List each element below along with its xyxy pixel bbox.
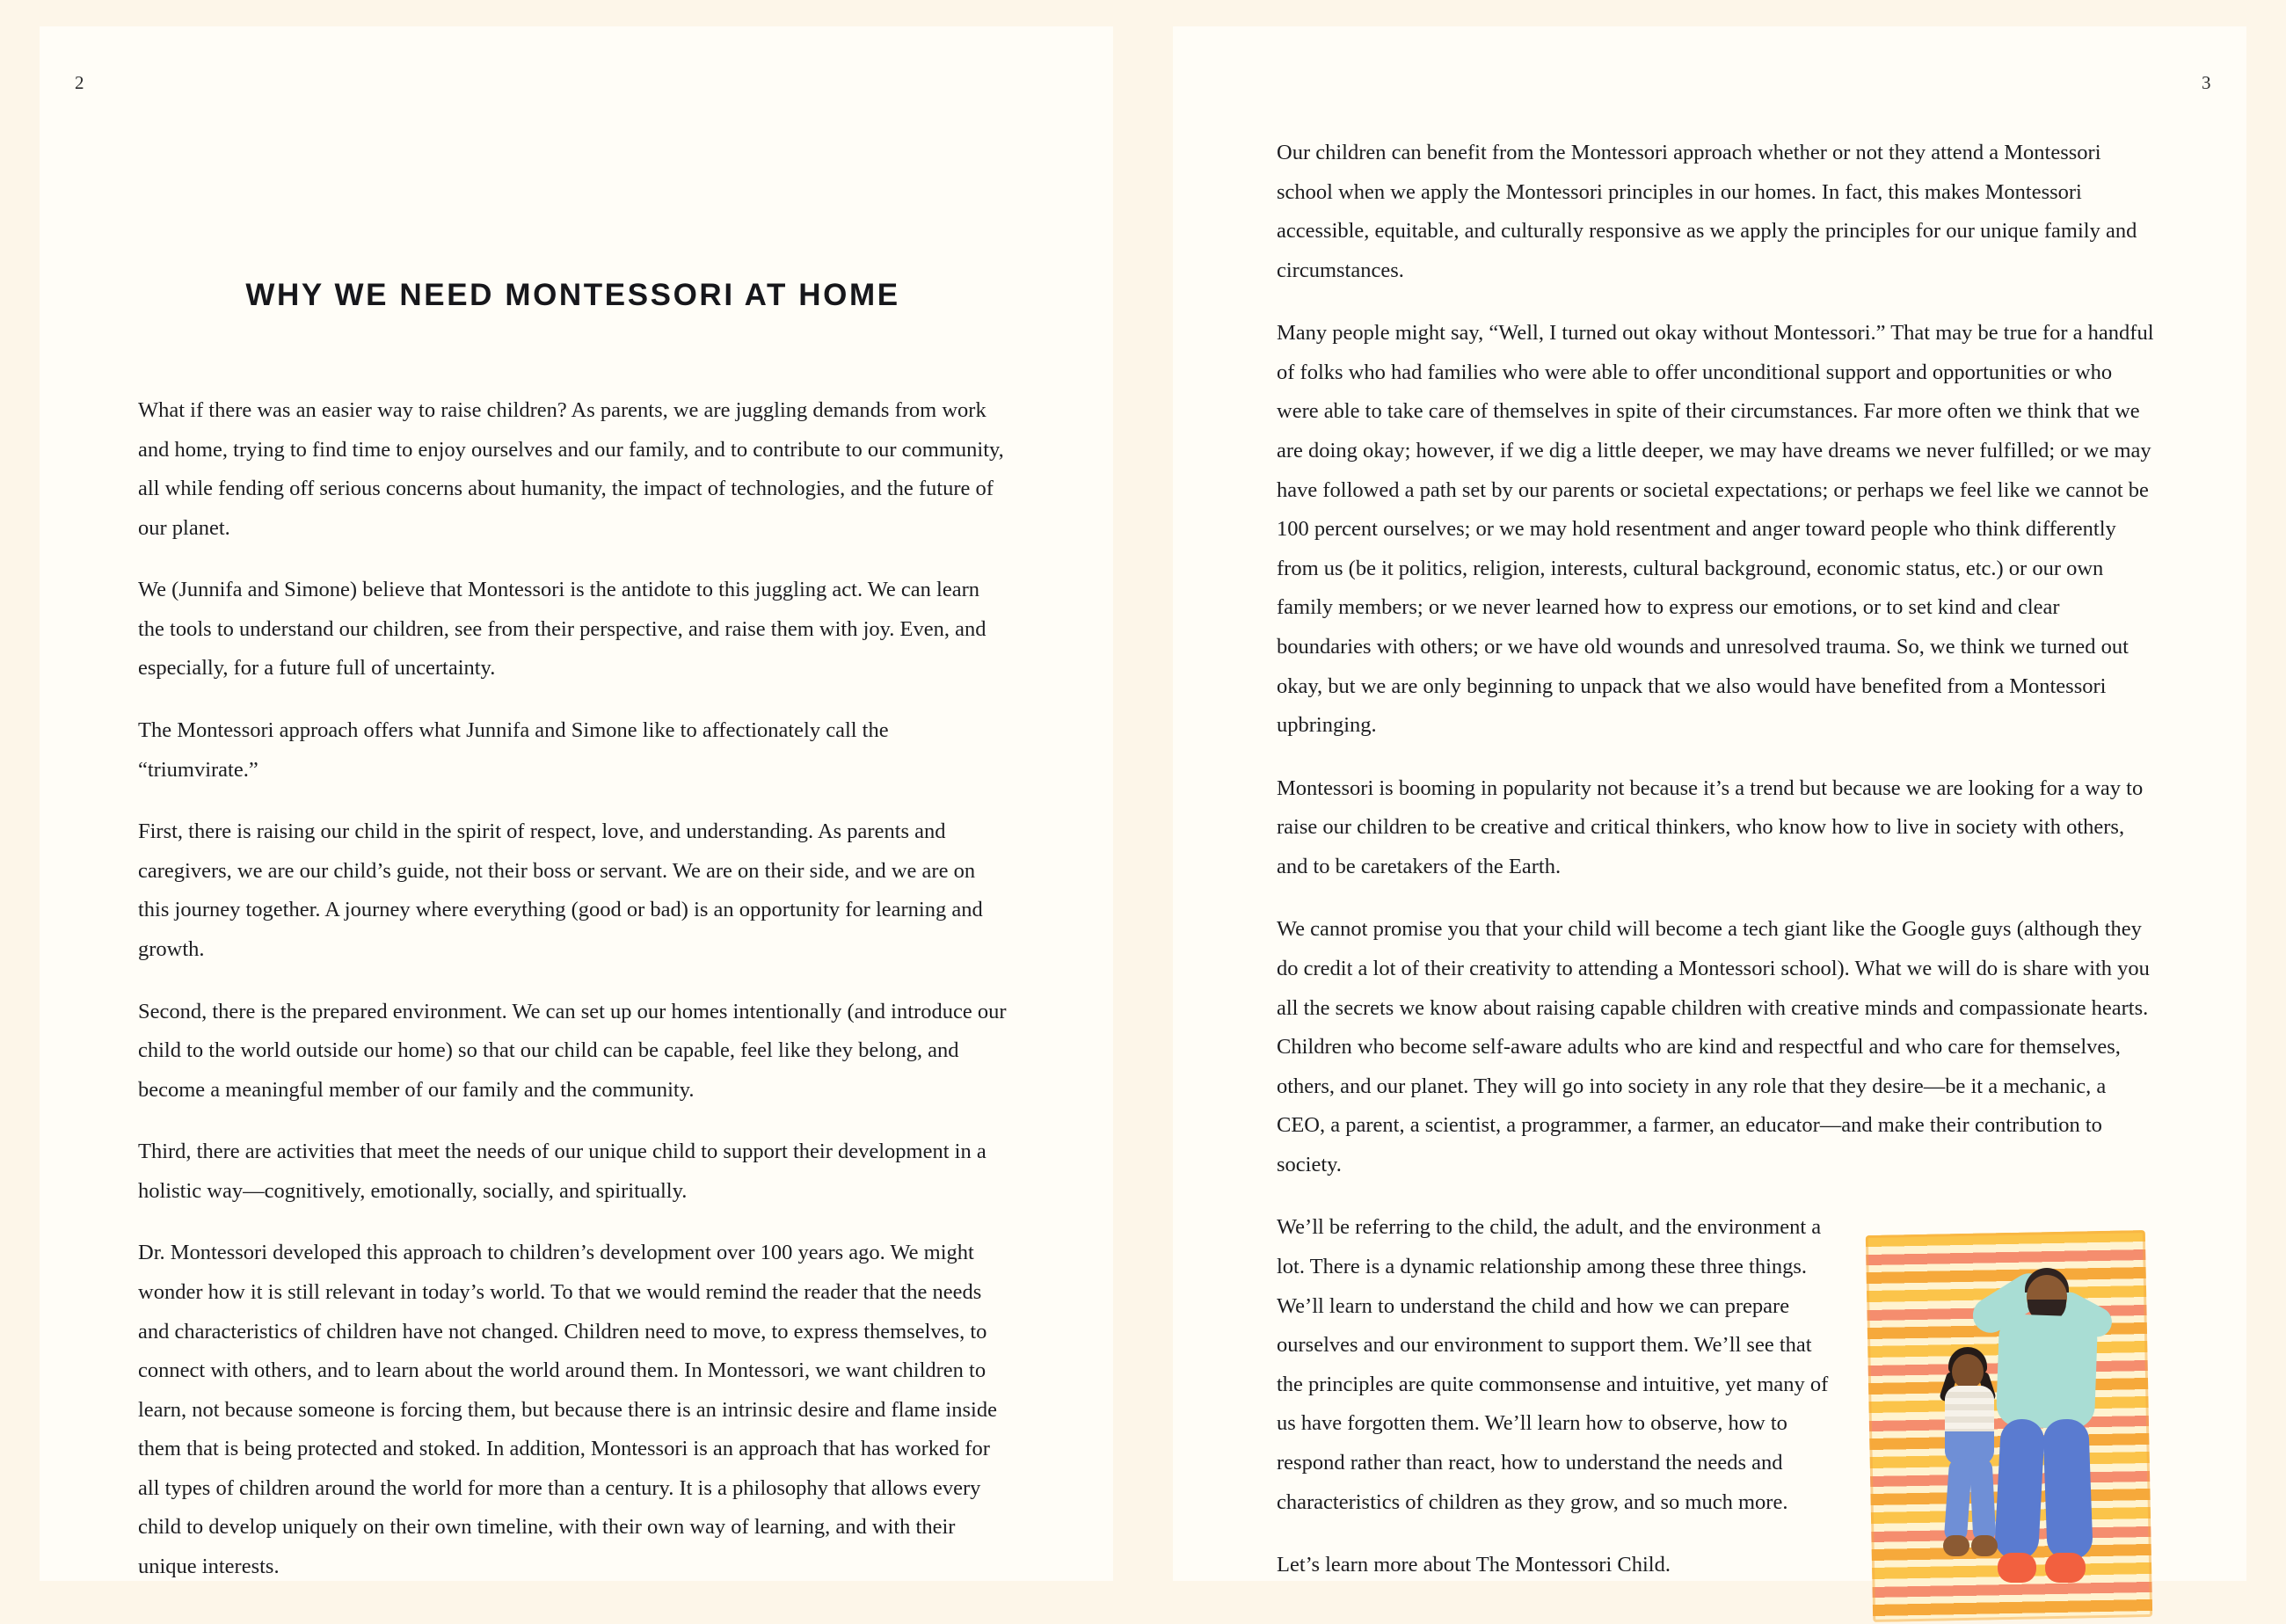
paragraph: Third, there are activities that meet the needs of our unique child to support their development in a holistic way—cognitively, emotionally, socially, and spiritually.	[138, 1140, 986, 1203]
child-shirt-stripes-shape	[1945, 1386, 1994, 1431]
adult-torso-shape	[1996, 1314, 2098, 1431]
paragraph: We (Junnifa and Simone) believe that Montessori is the antidote to this juggling act. We can learn the tools to understand our children, see from their perspective, and raise them with joy. Even, and especially, for a future full of uncertainty.	[138, 578, 986, 681]
adult-right-leg-shape	[2042, 1419, 2093, 1562]
right-page	[1173, 26, 2246, 1581]
child-right-leg-shape	[1969, 1458, 1997, 1543]
left-page-content	[40, 277, 1113, 1587]
right-page-content	[1173, 75, 2246, 1585]
paragraph: Our children can benefit from the Montessori approach whether or not they attend a Montessori school when we apply the Montessori principles in our homes. In fact, this makes Montessori accessible, equitable, and culturally responsive as we apply the principles for our unique family and circumstances.	[1277, 141, 2137, 282]
paragraph: The Montessori approach offers what Junnifa and Simone like to affectionately call the “triumvirate.”	[138, 718, 889, 782]
left-page	[40, 26, 1113, 1581]
page-number-left: 2	[75, 72, 84, 93]
left-body-text	[138, 391, 1008, 1587]
paragraph: We’ll be referring to the child, the adult, and the environment a lot. There is a dynamic relationship among these three things. We’ll learn to understand the child and how we can prepare ourselves and our environment to support them. We’ll see that the principles are quite commonsense and intuitive, yet many of us have forgotten them. We’ll learn how to observe, how to respond rather than react, how to understand the needs and characteristics of children as they grow, and so much more.	[1277, 1215, 1829, 1514]
paragraph: First, there is raising our child in the spirit of respect, love, and understanding. As parents and caregivers, we are our child’s guide, not their boss or servant. We are on their side, and we are on this journey together. A journey where everything (good or bad) is an opportunity for learning and growth.	[138, 819, 983, 961]
paragraph: We cannot promise you that your child will become a tech giant like the Google guys (although they do credit a lot of their creativity to attending a Montessori school). What we will do is share with you all the secrets we know about raising capable children with creative minds and compassionate hearts. Children who become self-aware adults who are kind and respectful and who care for themselves, others, and our planet. They will go into society in any role that they desire—be it a mechanic, a CEO, a parent, a scientist, a programmer, a farmer, an educator—and make their contribution to society.	[1277, 917, 2150, 1176]
adult-right-shoe-shape	[2045, 1553, 2086, 1583]
illustration-canvas	[1864, 1224, 2154, 1624]
paragraph: Many people might say, “Well, I turned out okay without Montessori.” That may be true for a handful of folks who had families who were able to offer unconditional support and opportunities or who were able to take care of themselves in spite of their circumstances. Far more often we think that we are doing okay; however, if we dig a little deeper, we may have dreams we never fulfilled; or we may have followed a path set by our parents or societal expectations; or perhaps we feel like we cannot be 100 percent ourselves; or we may hold resentment and anger toward people who think differently from us (be it politics, religion, interests, cultural background, economic status, etc.) or our own family members; or we never learned how to express our emotions, or to set kind and clear boundaries with others; or we have old wounds and unresolved trauma. So, we think we turned out okay, but we are only beginning to unpack that we also would have benefited from a Montessori upbringing.	[1277, 321, 2154, 738]
paragraph: Dr. Montessori developed this approach to children’s development over 100 years ago. We might wonder how it is still relevant in today’s world. To that we would remind the reader that the needs and characteristics of children have not changed. Children need to move, to express themselves, to connect with others, and to learn about the world around them. In Montessori, we want children to learn, not because someone is forcing them, but because there is an intrinsic desire and flame inside them that is being protected and stoked. In addition, Montessori is an approach that has worked for all types of children around the world for more than a century. It is a philosophy that allows every child to develop uniquely on their own timeline, with their own way of learning, and with their unique interests.	[138, 1241, 997, 1579]
child-right-shoe-shape	[1971, 1535, 1998, 1556]
child-left-shoe-shape	[1943, 1535, 1969, 1556]
adult-and-child-illustration	[1864, 1224, 2154, 1624]
paragraph: What if there was an easier way to raise children? As parents, we are juggling demands from work and home, trying to find time to enjoy ourselves and our family, and to contribute to our community, all while fending off serious concerns about humanity, the impact of technologies, and the future of our planet.	[138, 398, 1004, 540]
chapter-title: WHY WE NEED MONTESSORI AT HOME	[245, 278, 900, 312]
adult-left-leg-shape	[1994, 1418, 2045, 1561]
page-number-right: 3	[2202, 72, 2211, 93]
paragraph: Second, there is the prepared environment. We can set up our homes intentionally (and introduce our child to the world outside our home) so that our child can be capable, feel like they belong, and become a meaningful member of our family and the community.	[138, 999, 1007, 1102]
paragraph: Montessori is booming in popularity not because it’s a trend but because we are looking for a way to raise our children to be creative and critical thinkers, who know how to live in society with others, and to be caretakers of the Earth.	[1277, 776, 2144, 878]
paragraph: Let’s learn more about The Montessori Child.	[1277, 1553, 1671, 1577]
adult-left-shoe-shape	[1998, 1553, 2036, 1583]
